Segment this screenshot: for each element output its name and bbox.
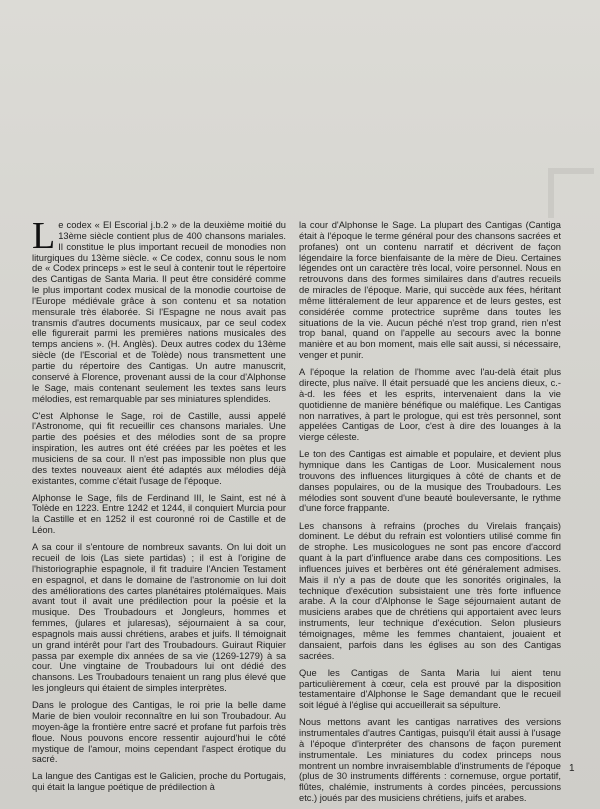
paragraph: Alphonse le Sage, fils de Ferdinand III, le Saint, est né à Tolède en 1223. Entre 1242 et 1244, il conquiert Murcia pour la Castille et en 1252 il est couronné roi de Castille et de Léon. [32,492,286,536]
paragraph [32,215,286,404]
drop-cap: L [32,215,56,257]
paragraph: Que les Cantigas de Santa Maria lui aient tenu particulièrement à cœur, cela est prouvé par la disposition testamentaire d'Alphonse le Sage demandant que le recueil soit légué à l'église qui accueillerait sa sépulture. [299,667,561,711]
left-column [32,215,286,799]
paragraph: C'est Alphonse le Sage, roi de Castille, aussi appelé l'Astronome, qui fit recueillir ces chansons mariales. Une partie des poésies et des mélodies sont de sa propre inspiration, les autres ont été créées par les poètes et les musiciens de sa cour. Il n'est pas impossible non plus que des textes nouveaux aient été adaptés aux mélodies déjà existantes, comme c'était l'usage de l'époque. [32,410,286,486]
paragraph: Les chansons à refrains (proches du Virelais français) dominent. Le début du refrain est volontiers utilisé comme fin de strophe. Les musicologues ne sont pas encore d'accord quant à la part d'influence arabe dans ces compositions. Les influences juives et berbères ont été généralement admises. Mais il n'y a pas de doute que les sonorités originales, la technique d'exécution subsistaient une très forte influence arabe. A la cour d'Alphonse le Sage séjournaient autant de musiciens arabes que de chrétiens qui apportaient avec leurs instruments, leur technique d'exécution. Selon plusieurs témoignages, même les femmes chantaient, jouaient et dansaient, parfois dans les églises au son des Cantigas sacrées. [299,520,561,661]
right-column [299,220,561,809]
page-number: 1 [569,763,575,774]
paragraph: A l'époque la relation de l'homme avec l'au-delà était plus directe, plus naïve. Il était persuadé que les anciens dieux, c.-à-d. les fées et les esprits, intervenaient dans la vie quotidienne de manière bénéfique ou maléfique. Les Cantigas non narratives, à part le prologue, qui est très personnel, sont appelées Cantigas de Loor, c'est à dire des louanges à la vierge céleste. [299,367,561,443]
paragraph: Dans le prologue des Cantigas, le roi prie la belle dame Marie de bien vouloir reconnaître en lui son Troubadour. Au moyen-âge la frontière entre sacré et profane fut parfois très floue. Nous pouvons encore ressentir aujourd'hui le côté mystique de l'amour, moins cependant l'aspect érotique du sacré. [32,700,286,765]
paragraph-text: e codex « El Escorial j.b.2 » de la deuxième moitié du 13ème siècle contient plus de 400 chansons mariales. Il constitue le plus important recueil de monodies non liturgiques du 13ème siècle. « Ce codex, connu sous le nom de « Codex princeps » est le seul à contenir tout le répertoire des Cantigas de Santa Maria. Il peut être considéré comme le plus important codex musical de la monodie courtoise de l'Europe médiévale grâce à son contenu et sa notation mensurale très élaborée. Si l'Espagne ne nous avait pas transmis d'autres documents musicaux, par ce seul codex elle figurerait parmi les premières nations musicales des temps anciens ». (H. Anglès). Deux autres codex du 13ème siècle (de l'Escorial et de Tolède) nous transmettent une partie du répertoire des Cantigas. Un autre manuscrit, conservé à Florence, provenant aussi de la cour d'Alphonse le Sage, mais contenant seulement les textes sans leurs mélodies, est remarquable par ses miniatures splendides. [32,220,286,404]
paragraph: la cour d'Alphonse le Sage. La plupart des Cantigas (Cantiga était à l'époque le terme général pour des chansons sacrées et profanes) ont un contenu narratif et décrivent de façon légendaire la force bienfaisante de la mère de Dieu. Certaines légendes ont un caractère très local, voire personnel. Nous en retrouvons dans des formes similaires dans d'autres recueils de miracles de l'époque. Marie, qui succède aux fées, héritant même littéralement de leur apparence et de leurs gestes, est considérée comme protectrice suprême dans toutes les situations de la vie. Aucun péché n'est trop grand, rien n'est trop banal, quand on l'appelle au secours avec la bonne manière et au bon moment, mais elle sait aussi, si nécessaire, venger et punir. [299,220,561,361]
paragraph: A sa cour il s'entoure de nombreux savants. On lui doit un recueil de lois (Las siete partidas) ; il est à l'origine de l'historiographie espagnole, il fit traduire l'Ancien Testament en espagnol, et dans le domaine de l'astronomie on lui doit des améliorations des cartes planétaires ptolémaïques. Mais avant tout il avait une prédilection pour la poésie et la musique. Des Troubadours et Jongleurs, hommes et femmes, (julares et jularesas), séjournaient à sa cour, espagnols mais aussi chrétiens, arabes et juifs. Il témoignait un grand intérêt pour l'art des Troubadours. Guiraut Riquier passa par exemple dix années de sa vie (1269-1279) à sa cour. Une vingtaine de Troubadours lui ont dédié des chansons. Les Troubadours tenaient un rang plus élevé que les jongleurs qui étaient de simples interprètes. [32,542,286,694]
paragraph: Le ton des Cantigas est aimable et populaire, et devient plus hymnique dans les Cantigas de Loor. Musicalement nous trouvons des influences liturgiques à côté de chants et de danses populaires, ou de la musique des Troubadours. Les mélodies sont souvent d'une beauté bouleversante, le rythme d'une force frappante. [299,449,561,514]
paragraph: La langue des Cantigas est le Galicien, proche du Portugais, qui était la langue poétique de prédilection à [32,771,286,793]
faded-initial-letter [548,168,594,218]
paragraph: Nous mettons avant les cantigas narratives des versions instrumentales d'autres Cantigas, puisqu'il était aussi à l'usage à l'époque d'interpréter des chansons de façon purement instrumentale. Les miniatures du codex princeps nous montrent un nombre invraisemblable d'instruments de l'époque (plus de 30 instruments différents : cornemuse, orgue portatif, flûtes, chalémie, instruments à cordes pincées, percussions etc.) joués par des musiciens chrétiens, juifs et arabes. [299,717,561,804]
